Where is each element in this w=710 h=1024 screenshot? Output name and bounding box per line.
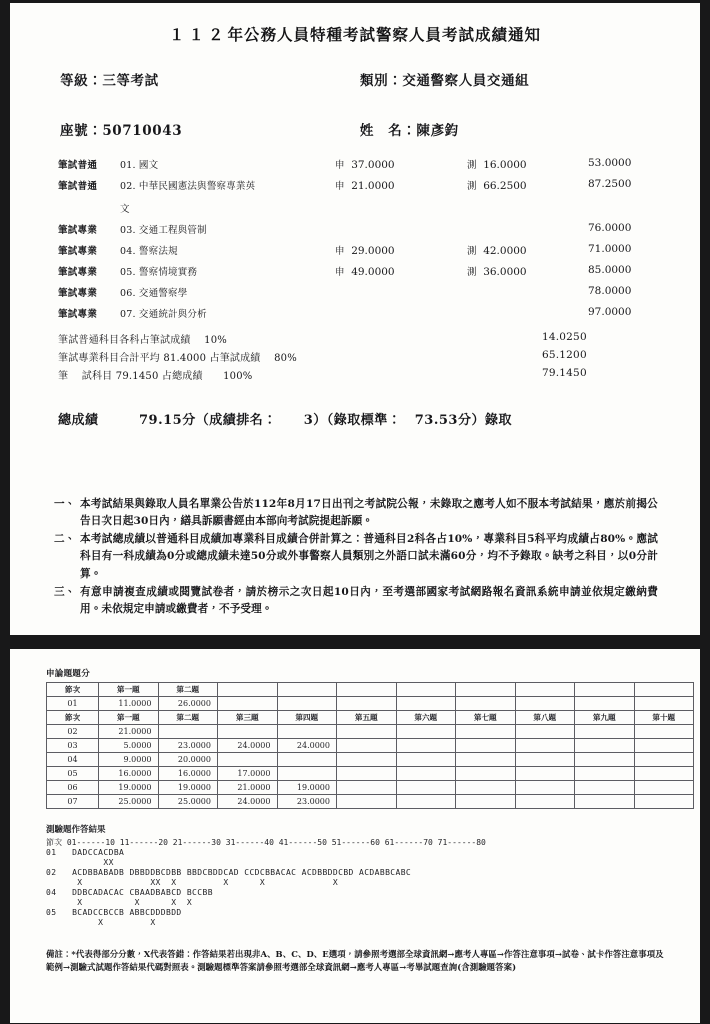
essay-question-score: 19.0000 <box>277 781 337 795</box>
title-rest: 年公務人員特種考試警察人員考試成績通知 <box>227 25 542 44</box>
essay-col-header: 第一題 <box>99 711 159 725</box>
essay-question-score <box>456 795 516 809</box>
essay-question-score: 25.0000 <box>158 795 218 809</box>
grade-label: 等級： <box>60 73 103 89</box>
subject-name: 03. 交通工程與管制 <box>120 224 207 236</box>
essay-col-header <box>396 683 456 697</box>
essay-data-row <box>47 725 694 739</box>
essay-header-row-first <box>47 683 694 697</box>
subject-type: 筆試普通 <box>58 180 98 192</box>
seat-field <box>30 119 330 139</box>
subject-score-table <box>30 153 680 323</box>
essay-col-header: 第九題 <box>575 711 635 725</box>
essay-question-score: 24.0000 <box>277 739 337 753</box>
essay-col-header: 第六題 <box>396 711 456 725</box>
essay-score-table <box>46 682 694 809</box>
essay-marker: 申 <box>335 245 345 257</box>
test-score-cell <box>467 302 562 323</box>
essay-question-score: 5.0000 <box>99 739 159 753</box>
subject-row <box>30 174 680 218</box>
subject-total-score: 53.0000 <box>588 156 632 169</box>
page-title <box>30 23 680 45</box>
essay-col-header: 第一題 <box>99 683 159 697</box>
mc-answer-row: 01 DADCCACDBA <box>46 847 125 857</box>
test-score-cell: 測 16.0000 <box>467 158 527 171</box>
essay-col-header: 第十題 <box>634 711 694 725</box>
essay-marker: 申 <box>335 159 345 171</box>
category-field <box>330 69 680 89</box>
essay-score-cell: 申 29.0000 <box>335 244 395 257</box>
essay-question-score <box>277 753 337 767</box>
essay-col-header: 第二題 <box>158 683 218 697</box>
subject-name: 05. 警察情境實務 <box>120 266 198 278</box>
test-marker: 測 <box>467 159 477 171</box>
grade-category-row <box>30 69 680 89</box>
essay-question-score <box>396 725 456 739</box>
note-body: 本考試結果與錄取人員名單業公告於112年8月17日出刊之考試院公報，未錄取之應考人如不服本考試結果，應於前揭公告日次日起30日內，繕具訴願書經由本部向考試院提起訴願。 <box>80 498 658 528</box>
essay-question-score <box>337 697 397 711</box>
essay-col-header: 節次 <box>47 711 99 725</box>
subject-name: 07. 交通統計與分析 <box>120 308 207 320</box>
essay-question-score <box>575 781 635 795</box>
exam-result-page-1 <box>10 3 700 635</box>
essay-question-score: 21.0000 <box>99 725 159 739</box>
essay-question-score: 20.0000 <box>158 753 218 767</box>
session-number: 01 <box>47 697 99 711</box>
subject-type: 筆試普通 <box>58 159 98 171</box>
summary-text: 筆試專業科目合計平均 81.4000 占筆試成績 80% <box>58 352 297 364</box>
essay-question-score <box>634 753 694 767</box>
mc-wrong-marks-row: X X X X <box>46 897 193 907</box>
essay-score-cell: 申 37.0000 <box>335 158 395 171</box>
grade-value: 三等考試 <box>102 73 159 89</box>
essay-data-row <box>47 795 694 809</box>
essay-marker: 申 <box>335 180 345 192</box>
subject-type: 筆試專業 <box>58 308 98 320</box>
essay-question-score: 11.0000 <box>99 697 159 711</box>
seat-number: 50710043 <box>102 123 183 139</box>
essay-question-score <box>634 767 694 781</box>
essay-question-score: 23.0000 <box>158 739 218 753</box>
essay-header-row-main <box>47 711 694 725</box>
note-marker: 二、 <box>54 533 76 546</box>
essay-question-score <box>634 795 694 809</box>
essay-col-header <box>575 683 635 697</box>
test-score-cell: 測 36.0000 <box>467 265 527 278</box>
essay-question-score <box>456 697 516 711</box>
score-summary-block <box>30 329 680 383</box>
essay-col-header: 第四題 <box>277 711 337 725</box>
essay-question-score <box>575 739 635 753</box>
essay-question-score <box>337 781 397 795</box>
subject-total-score: 76.0000 <box>588 221 632 234</box>
essay-question-score <box>218 697 278 711</box>
subject-type: 筆試專業 <box>58 287 98 299</box>
subject-type: 筆試專業 <box>58 266 98 278</box>
test-marker: 測 <box>467 266 477 278</box>
essay-question-score: 16.0000 <box>158 767 218 781</box>
essay-question-score <box>634 697 694 711</box>
footer-note: 備註：*代表得部分分數，X代表答錯：作答結果若出現非A、B、C、D、E選項，請參照考選部全球資訊網→應考人專區→作答注意事項→試卷、試卡作答注意事項及範例→測驗式試題作答結果代碼對照表。測驗題標準答案請參照考選部全球資訊網→應考人專區→考畢試題查詢(含測驗題答案) <box>46 948 664 973</box>
mc-title: 測驗題作答結果 <box>46 825 106 835</box>
essay-score-body <box>47 683 694 809</box>
test-marker: 測 <box>467 180 477 192</box>
essay-question-score <box>515 697 575 711</box>
essay-question-score <box>218 753 278 767</box>
summary-line <box>30 365 680 383</box>
subject-name-wrap: 文 <box>120 203 130 215</box>
essay-question-score <box>337 795 397 809</box>
essay-question-score <box>575 753 635 767</box>
test-score-cell <box>467 218 562 239</box>
essay-question-score: 16.0000 <box>99 767 159 781</box>
session-number: 04 <box>47 753 99 767</box>
subject-total-score: 97.0000 <box>588 305 632 318</box>
essay-question-score: 26.0000 <box>158 697 218 711</box>
essay-question-score <box>337 725 397 739</box>
mc-answer-row: 05 BCADCCBCCB ABBCDDDBDD <box>46 907 182 917</box>
exam-result-page-2 <box>10 649 700 1023</box>
essay-col-header <box>456 683 516 697</box>
subject-total-score: 71.0000 <box>588 242 632 255</box>
essay-col-header: 節次 <box>47 683 99 697</box>
essay-col-header <box>634 683 694 697</box>
session-number: 03 <box>47 739 99 753</box>
note-item <box>54 531 658 582</box>
essay-question-score <box>337 739 397 753</box>
essay-question-score: 24.0000 <box>218 795 278 809</box>
essay-score-cell: 申 49.0000 <box>335 265 395 278</box>
essay-col-header <box>277 683 337 697</box>
test-score-cell: 測 66.2500 <box>467 179 527 192</box>
essay-question-score <box>277 725 337 739</box>
candidate-name: 陳彥鈞 <box>416 123 459 139</box>
essay-col-header <box>337 683 397 697</box>
essay-question-score <box>515 795 575 809</box>
essay-score-cell <box>335 302 467 323</box>
essay-question-score <box>575 767 635 781</box>
essay-question-score: 9.0000 <box>99 753 159 767</box>
essay-col-header: 第七題 <box>456 711 516 725</box>
essay-question-score <box>277 767 337 781</box>
subject-row <box>30 239 680 260</box>
grade-field <box>30 69 330 89</box>
note-marker: 一、 <box>54 498 76 510</box>
essay-question-score: 23.0000 <box>277 795 337 809</box>
mc-rows-container <box>46 848 680 928</box>
essay-question-score <box>515 753 575 767</box>
title-year: １１２ <box>168 25 228 44</box>
essay-question-score <box>337 767 397 781</box>
essay-question-score <box>575 697 635 711</box>
essay-question-score <box>515 781 575 795</box>
essay-question-score <box>218 725 278 739</box>
subject-row <box>30 302 680 323</box>
essay-question-score <box>515 767 575 781</box>
essay-col-header: 第五題 <box>337 711 397 725</box>
session-number: 06 <box>47 781 99 795</box>
subject-row <box>30 153 680 174</box>
seat-label: 座號： <box>60 123 103 139</box>
summary-line <box>30 347 680 365</box>
mc-wrong-marks-row: X X <box>46 917 156 927</box>
subject-name: 06. 交通警察學 <box>120 287 188 299</box>
session-number: 02 <box>47 725 99 739</box>
multiple-choice-block <box>46 825 680 928</box>
essay-question-score <box>456 753 516 767</box>
summary-text: 筆試普通科目各科占筆試成績 10% <box>58 334 228 346</box>
essay-question-score: 19.0000 <box>99 781 159 795</box>
mc-wrong-marks-row: X XX X X X X <box>46 877 339 887</box>
subject-name: 01. 國文 <box>120 159 159 171</box>
summary-line <box>30 329 680 347</box>
subject-type: 筆試專業 <box>58 245 98 257</box>
essay-question-score: 21.0000 <box>218 781 278 795</box>
essay-marker: 申 <box>335 266 345 278</box>
test-marker: 測 <box>467 245 477 257</box>
summary-value: 14.0250 <box>542 330 587 343</box>
summary-text: 筆 試科目 79.1450 占總成績 100% <box>58 370 253 382</box>
essay-question-score <box>396 767 456 781</box>
mc-scale-row: 節次 01------10 11------20 21------30 31------40 41------50 51------60 61------70 71------80 <box>46 837 486 847</box>
essay-score-cell <box>335 218 467 239</box>
essay-question-score <box>396 697 456 711</box>
essay-question-score <box>456 739 516 753</box>
essay-question-score: 17.0000 <box>218 767 278 781</box>
name-label: 姓 名： <box>360 123 417 139</box>
essay-section-label: 申論題題分 <box>46 669 91 679</box>
essay-col-header <box>218 683 278 697</box>
essay-col-header <box>515 683 575 697</box>
note-item <box>54 584 658 618</box>
essay-question-score <box>515 739 575 753</box>
notes-list <box>30 496 680 618</box>
essay-data-row <box>47 697 694 711</box>
essay-question-score <box>575 725 635 739</box>
summary-value: 79.1450 <box>542 366 587 379</box>
test-score-cell: 測 42.0000 <box>467 244 527 257</box>
test-score-cell <box>467 281 562 302</box>
essay-question-score <box>396 781 456 795</box>
essay-question-score <box>634 725 694 739</box>
summary-value: 65.1200 <box>542 348 587 361</box>
subject-name: 04. 警察法規 <box>120 245 178 257</box>
note-body: 本考試總成績以普通科目成績加專業科目成績合併計算之：普通科目2科各占10%，專業科目5科平均成績占80%。應試科目有一科成績為0分或總成績未達50分或外事警察人員類別之外語口試未滿60分，均不予錄取。缺考之科目，以0分計算。 <box>80 533 658 580</box>
mc-answer-row: 04 DDBCADACAC CBAADBABCD BCCBB <box>46 887 213 897</box>
seat-name-row <box>30 119 680 139</box>
session-number: 05 <box>47 767 99 781</box>
essay-question-score <box>575 795 635 809</box>
note-marker: 三、 <box>54 585 76 598</box>
subject-total-score: 85.0000 <box>588 263 632 276</box>
subject-total-score: 78.0000 <box>588 284 632 297</box>
essay-data-row <box>47 753 694 767</box>
essay-data-row <box>47 739 694 753</box>
essay-question-score <box>396 795 456 809</box>
essay-score-cell: 申 21.0000 <box>335 179 395 192</box>
essay-question-score <box>456 767 516 781</box>
essay-col-header: 第八題 <box>515 711 575 725</box>
subject-total-score: 87.2500 <box>588 177 632 190</box>
grand-total-line: 總成績 79.15分（成績排名： 3）（錄取標準： 73.53分）錄取 <box>58 413 512 428</box>
essay-data-row <box>47 781 694 795</box>
essay-question-score: 25.0000 <box>99 795 159 809</box>
category-label: 類別： <box>360 73 403 89</box>
essay-question-score <box>337 753 397 767</box>
essay-col-header: 第二題 <box>158 711 218 725</box>
essay-data-row <box>47 767 694 781</box>
essay-question-score <box>456 725 516 739</box>
subject-row <box>30 281 680 302</box>
essay-question-score <box>396 739 456 753</box>
subject-row <box>30 218 680 239</box>
subject-type: 筆試專業 <box>58 224 98 236</box>
note-body: 有意申請複查成績或閱覽試卷者，請於榜示之次日起10日內，至考選部國家考試網路報名資訊系統申請並依規定繳納費用。未依規定申請或繳費者，不予受理。 <box>80 585 658 615</box>
essay-question-score: 19.0000 <box>158 781 218 795</box>
essay-question-score <box>277 697 337 711</box>
mc-wrong-marks-row: XX <box>46 857 114 867</box>
subject-name: 02. 中華民國憲法與警察專業英 文 <box>120 174 335 218</box>
essay-question-score <box>515 725 575 739</box>
subject-row <box>30 260 680 281</box>
essay-question-score: 24.0000 <box>218 739 278 753</box>
essay-question-score <box>634 739 694 753</box>
category-value: 交通警察人員交通組 <box>402 73 530 89</box>
name-field <box>330 119 680 139</box>
essay-question-score <box>634 781 694 795</box>
essay-col-header: 第三題 <box>218 711 278 725</box>
essay-question-score <box>396 753 456 767</box>
essay-score-cell <box>335 281 467 302</box>
mc-answer-row: 02 ACDBBABADB DBBDDBCDBB BBDCBDDCAD CCDCBBACAC ACDBBDDCBD ACDABBCABC <box>46 867 412 877</box>
note-item <box>54 496 658 530</box>
essay-question-score <box>158 725 218 739</box>
subject-score-body <box>30 153 680 323</box>
session-number: 07 <box>47 795 99 809</box>
essay-question-score <box>456 781 516 795</box>
